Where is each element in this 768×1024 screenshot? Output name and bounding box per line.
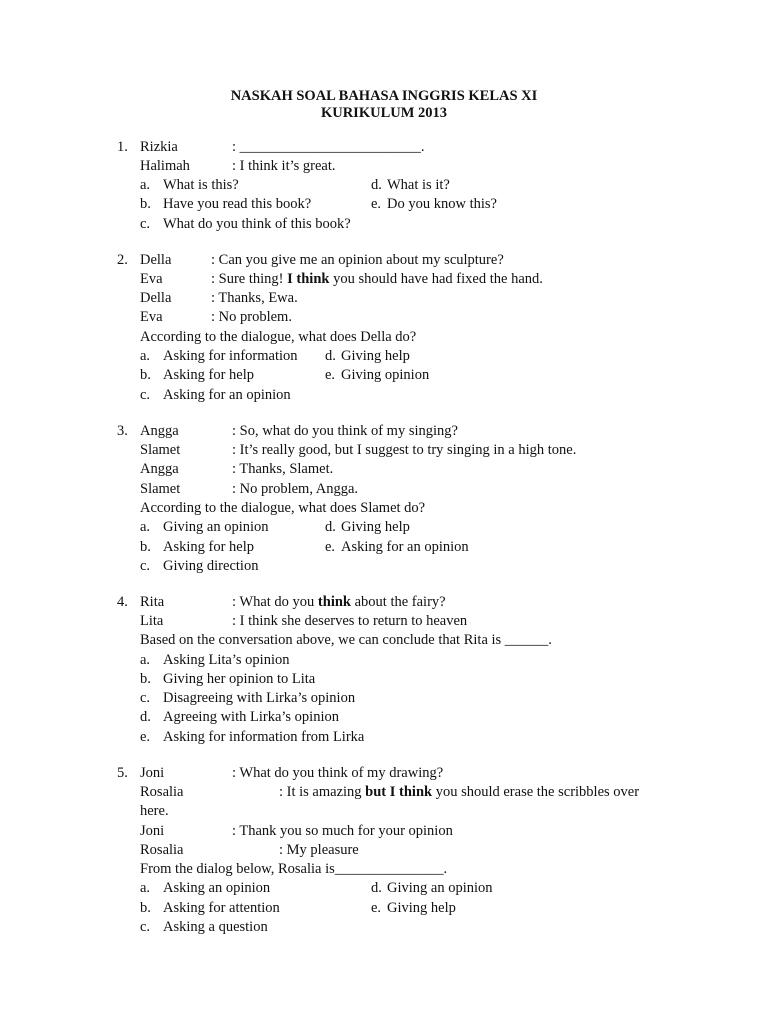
speaker: Eva [140,309,163,325]
dialog-line: : Thanks, Ewa. [211,290,298,306]
dialog-line: : Can you give me an opinion about my sculpture? [211,252,504,268]
dialog-line: : I think it’s great. [232,158,336,174]
speaker: Rosalia [140,842,184,858]
option-letter: a. [140,880,151,896]
option-letter: d. [140,709,151,725]
option-letter: c. [140,216,151,232]
dialog-line: : _________________________. [232,139,425,155]
speaker: Rita [140,594,165,610]
option-letter: e. [371,900,382,916]
speaker: Slamet [140,442,181,458]
dialog-line: : Sure thing! I think you should have had fixed the hand. [211,271,543,287]
dialog-line: : Thank you so much for your opinion [232,823,453,839]
option-text: Giving help [341,348,410,364]
option-text: Giving help [341,519,410,535]
option-text: Giving her opinion to Lita [163,671,316,687]
dialog-line: : I think she deserves to return to heaven [232,613,468,629]
option-letter: a. [140,519,151,535]
option-letter: c. [140,919,151,935]
speaker: Halimah [140,158,190,174]
option-letter: d. [371,177,382,193]
speaker: Lita [140,613,164,629]
speaker: Rizkia [140,139,178,155]
speaker: Joni [140,765,165,781]
option-text: What is this? [163,177,239,193]
option-text: Giving an opinion [163,519,269,535]
option-text: Giving an opinion [387,880,493,896]
option-text: Asking for an opinion [163,387,291,403]
option-letter: d. [325,519,336,535]
option-text: Asking for help [163,367,255,383]
speaker: Angga [140,461,179,477]
speaker: Angga [140,423,179,439]
option-text: Do you know this? [387,196,497,212]
option-text: Disagreeing with Lirka’s opinion [163,690,356,706]
dialog-line: : No problem. [211,309,292,325]
dialog-line: : So, what do you think of my singing? [232,423,458,439]
option-letter: c. [140,690,151,706]
speaker: Slamet [140,481,181,497]
question-number: 4. [117,594,128,610]
question-text: From the dialog below, Rosalia is_______________. [140,861,448,877]
option-text: Asking a question [163,919,268,935]
option-letter: b. [140,539,151,555]
option-text: Giving direction [163,558,259,574]
option-text: What do you think of this book? [163,216,351,232]
page-subtitle: KURIKULUM 2013 [320,105,448,121]
option-letter: c. [140,558,151,574]
question-number: 2. [117,252,128,268]
option-letter: b. [140,196,151,212]
dialog-line: : My pleasure [279,842,359,858]
dialog-line: : No problem, Angga. [232,481,359,497]
dialog-continuation: here. [140,803,169,819]
option-text: Asking for attention [163,900,280,916]
option-text: Have you read this book? [163,196,312,212]
option-text: Giving help [387,900,456,916]
dialog-line: : It’s really good, but I suggest to try singing in a high tone. [232,442,577,458]
option-text: Asking for information from Lirka [163,729,365,745]
dialog-line: : What do you think of my drawing? [232,765,444,781]
option-letter: e. [371,196,382,212]
speaker: Della [140,252,172,268]
option-text: Asking an opinion [163,880,271,896]
option-text: Asking for help [163,539,255,555]
option-letter: b. [140,900,151,916]
option-letter: c. [140,387,151,403]
question-number: 5. [117,765,128,781]
option-letter: e. [325,367,336,383]
option-letter: d. [325,348,336,364]
speaker: Della [140,290,172,306]
option-letter: a. [140,348,151,364]
question-text: According to the dialogue, what does Della do? [140,329,417,345]
question-number: 1. [117,139,128,155]
option-text: Asking for an opinion [341,539,469,555]
option-text: Asking for information [163,348,298,364]
question-text: Based on the conversation above, we can conclude that Rita is ______. [140,632,552,648]
question-number: 3. [117,423,128,439]
option-letter: e. [325,539,336,555]
option-letter: a. [140,177,151,193]
option-text: Asking Lita’s opinion [163,652,290,668]
option-letter: b. [140,671,151,687]
dialog-line: : Thanks, Slamet. [232,461,334,477]
option-text: Giving opinion [341,367,430,383]
option-letter: a. [140,652,151,668]
option-text: Agreeing with Lirka’s opinion [163,709,339,725]
speaker: Rosalia [140,784,184,800]
speaker: Eva [140,271,163,287]
page-title: NASKAH SOAL BAHASA INGGRIS KELAS XI [230,88,538,104]
option-text: What is it? [387,177,450,193]
dialog-line: : It is amazing but I think you should erase the scribbles over [279,784,640,800]
speaker: Joni [140,823,165,839]
option-letter: b. [140,367,151,383]
option-letter: e. [140,729,151,745]
dialog-line: : What do you think about the fairy? [232,594,446,610]
question-text: According to the dialogue, what does Slamet do? [140,500,426,516]
option-letter: d. [371,880,382,896]
